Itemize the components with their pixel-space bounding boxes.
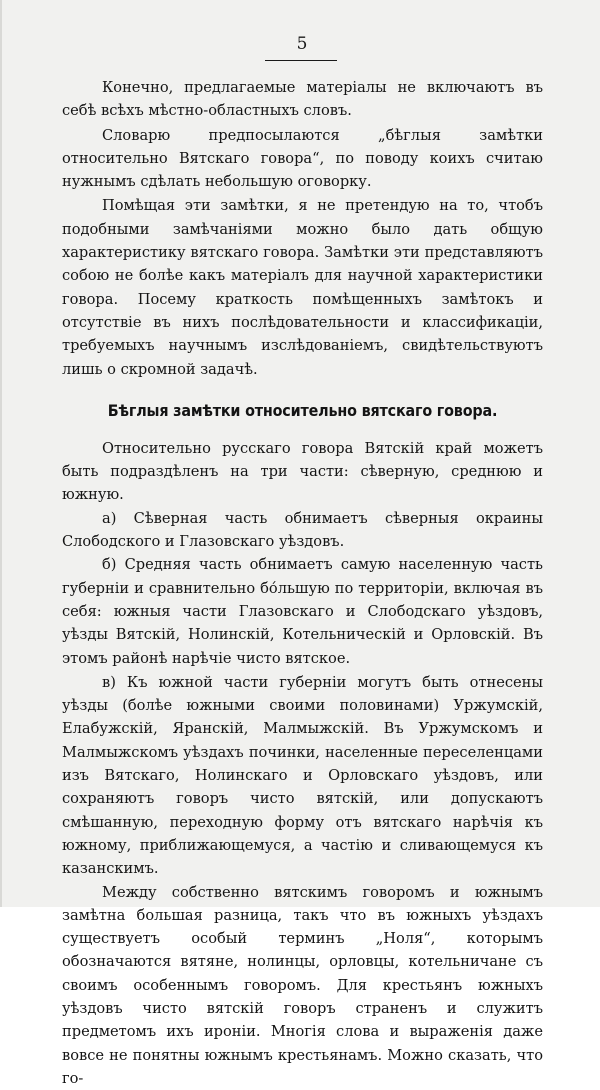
paragraph: б) Средняя часть обнимаетъ самую населенную часть губерніи и сравнительно бо́льшую по территоріи, включая въ себя: южныя части Глазовскаго и Слободскаго уѣздовъ, уѣзды Вятскій, Нолинскій, Котельническій и Орловскій. Въ этомъ районѣ нарѣчіе чисто вятское.	[62, 553, 543, 669]
paragraph: Между собственно вятскимъ говоромъ и южнымъ замѣтна большая разница, такъ что въ южныхъ уѣздахъ существуетъ особый терминъ „Ноля“, которымъ обозначаются вятяне, нолинцы, орловцы, котельничане съ своимъ особеннымъ говоромъ. Для крестьянъ южныхъ уѣздовъ чисто вятскій говоръ страненъ и служитъ предметомъ ихъ ироніи. Многія слова и выраженія даже вовсе не понятны южнымъ крестьянамъ. Можно сказать, что го-	[62, 881, 543, 1090]
paragraph: в) Къ южной части губерніи могутъ быть отнесены уѣзды (болѣе южными своими половинами) Уржумскій, Елабужскій, Яранскій, Малмыжскій. Въ Уржумскомъ и Малмыжскомъ уѣздахъ починки, населенные переселенцами изъ Вятскаго, Нолинскаго и Орловскаго уѣздовъ, или сохраняютъ говоръ чисто вятскій, или допускаютъ смѣшанную, переходную форму отъ вятскаго нарѣчія къ южному, приближающемуся, а частію и сливающемуся къ казанскимъ.	[62, 671, 543, 881]
paragraph: Помѣщая эти замѣтки, я не претендую на то, чтобъ подобными замѣчаніями можно было дать общую характеристику вятскаго говора. Замѣтки эти представляютъ собою не болѣе какъ матеріалъ для научной характеристики говора. Посему краткость помѣщенныхъ замѣтокъ и отсутствіе въ нихъ послѣдовательности и классификаціи, требуемыхъ научнымъ изслѣдованіемъ, свидѣтельствуютъ лишь о скромной задачѣ.	[62, 194, 543, 380]
paragraph: а) Сѣверная часть обнимаетъ сѣверныя окраины Слободского и Глазовскаго уѣздовъ.	[62, 507, 543, 554]
header-rule	[265, 60, 337, 61]
paragraph: Относительно русскаго говора Вятскій край можетъ быть подраздѣленъ на три части: сѣверную, среднюю и южную.	[62, 437, 543, 507]
paragraph: Словарю предпосылаются „бѣглыя замѣтки относительно Вятскаго говора“, по поводу коихъ считаю нужнымъ сдѣлать небольшую оговорку.	[62, 124, 543, 194]
page-body	[62, 76, 543, 1090]
paragraph: Конечно, предлагаемые матеріалы не включаютъ въ себѣ всѣхъ мѣстно-областныхъ словъ.	[62, 76, 543, 123]
section-heading: Бѣглыя замѣтки относительно вятскаго говора.	[81, 399, 524, 423]
page-number: 5	[2, 34, 600, 54]
